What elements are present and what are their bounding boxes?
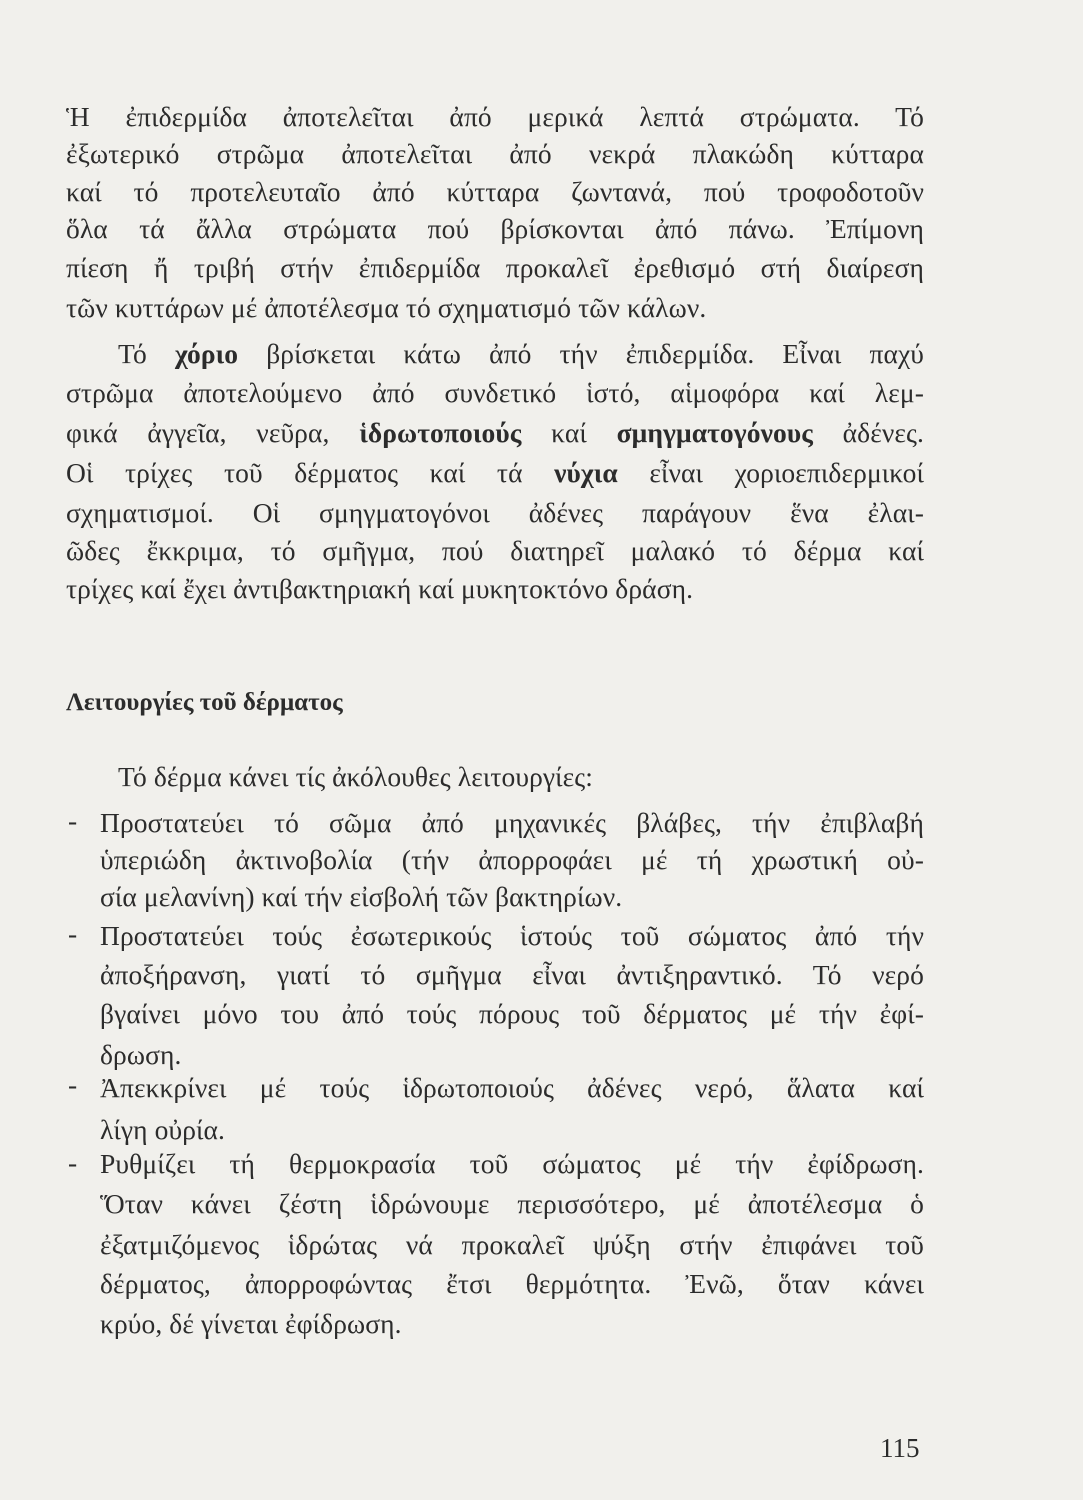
text-line: δέρματος, ἀπορροφώντας ἔτσι θερμότητα. Ἐνῶ, ὅταν κάνει [100,1268,924,1299]
term-nails: νύχια [554,457,618,488]
text-line: λίγη οὐρία. [100,1114,226,1145]
text-line [66,456,924,490]
text-line: ἐξατμιζόμενος ἱδρώτας νά προκαλεῖ ψύξη στήν ἐπιφάνει τοῦ [100,1229,924,1260]
text-line [66,416,924,450]
term-sebaceous-glands: σμηγματογόνους [616,417,813,448]
term-sweat-glands: ἱδρωτοποιούς [359,417,522,448]
text-line: ἐξωτερικό στρῶμα ἀποτελεῖται ἀπό νεκρά πλακώδη κύτταρα [66,138,924,169]
text-line: ῶδες ἔκκριμα, τό σμῆγμα, πού διατηρεῖ μαλακό τό δέρμα καί [66,535,924,566]
text-run: φικά ἀγγεῖα, νεῦρα, [66,417,360,448]
text-run: Οἱ τρίχες τοῦ δέρματος καί τά [66,457,555,488]
text-run: βρίσκεται κάτω ἀπό τήν ἐπιδερμίδα. Εἶναι παχύ [238,338,924,369]
list-dash: - [68,805,78,836]
text-line: ἀποξήρανση, γιατί τό σμῆγμα εἶναι ἀντιξηραντικό. Τό νερό [100,959,924,990]
text-run: καί [521,417,617,448]
text-line: Ρυθμίζει τή θερμοκρασία τοῦ σώματος μέ τήν ἐφίδρωση. [100,1148,924,1179]
list-intro: Τό δέρμα κάνει τίς ἀκόλουθες λειτουργίες: [118,761,594,792]
text-line: σία μελανίνη) καί τήν εἰσβολή τῶν βακτηρίων. [100,881,623,912]
text-run: Τό [118,338,175,369]
text-line: Ἀπεκκρίνει μέ τούς ἱδρωτοποιούς ἀδένες νερό, ἅλατα καί [100,1072,924,1103]
list-dash: - [68,1069,78,1100]
text-run: ἀδένες. [812,417,924,448]
text-line: Προστατεύει τούς ἐσωτερικούς ἱστούς τοῦ σώματος ἀπό τήν [100,920,924,951]
text-line: κρύο, δέ γίνεται ἐφίδρωση. [100,1308,402,1339]
text-run: εἶναι χοριοεπιδερμικοί [617,457,924,488]
text-line: καί τό προτελευταῖο ἀπό κύτταρα ζωντανά, πού τροφοδοτοῦν [66,176,924,207]
term-dermis: χόριο [174,338,239,369]
text-line: τῶν κυττάρων μέ ἀποτέλεσμα τό σχηματισμό τῶν κάλων. [66,292,707,323]
list-dash: - [68,918,78,949]
list-dash: - [68,1147,78,1178]
text-line: δρωση. [100,1039,182,1070]
text-line [118,337,924,371]
text-line: Ὅταν κάνει ζέστη ἱδρώνουμε περισσότερο, μέ ἀποτέλεσμα ὁ [100,1188,924,1219]
text-line: τρίχες καί ἔχει ἀντιβακτηριακή καί μυκητοκτόνο δράση. [66,573,694,604]
text-line: ὑπεριώδη ἀκτινοβολία (τήν ἀπορροφάει μέ τή χρωστική οὐ- [100,844,924,875]
section-heading: Λειτουργίες τοῦ δέρματος [66,689,343,716]
text-line: Ἡ ἐπιδερμίδα ἀποτελεῖται ἀπό μερικά λεπτά στρώματα. Τό [66,101,924,132]
text-line: πίεση ἤ τριβή στήν ἐπιδερμίδα προκαλεῖ ἐρεθισμό στή διαίρεση [66,252,924,283]
page-number: 115 [880,1433,920,1463]
text-line: βγαίνει μόνο του ἀπό τούς πόρους τοῦ δέρματος μέ τήν ἐφί- [100,998,924,1029]
text-line: ὅλα τά ἄλλα στρώματα πού βρίσκονται ἀπό πάνω. Ἐπίμονη [66,213,924,244]
text-line: Προστατεύει τό σῶμα ἀπό μηχανικές βλάβες, τήν ἐπιβλαβή [100,807,924,838]
text-line: στρῶμα ἀποτελούμενο ἀπό συνδετικό ἱστό, αἱμοφόρα καί λεμ- [66,377,924,408]
text-line: σχηματισμοί. Οἱ σμηγματογόνοι ἀδένες παράγουν ἕνα ἐλαι- [66,497,924,528]
